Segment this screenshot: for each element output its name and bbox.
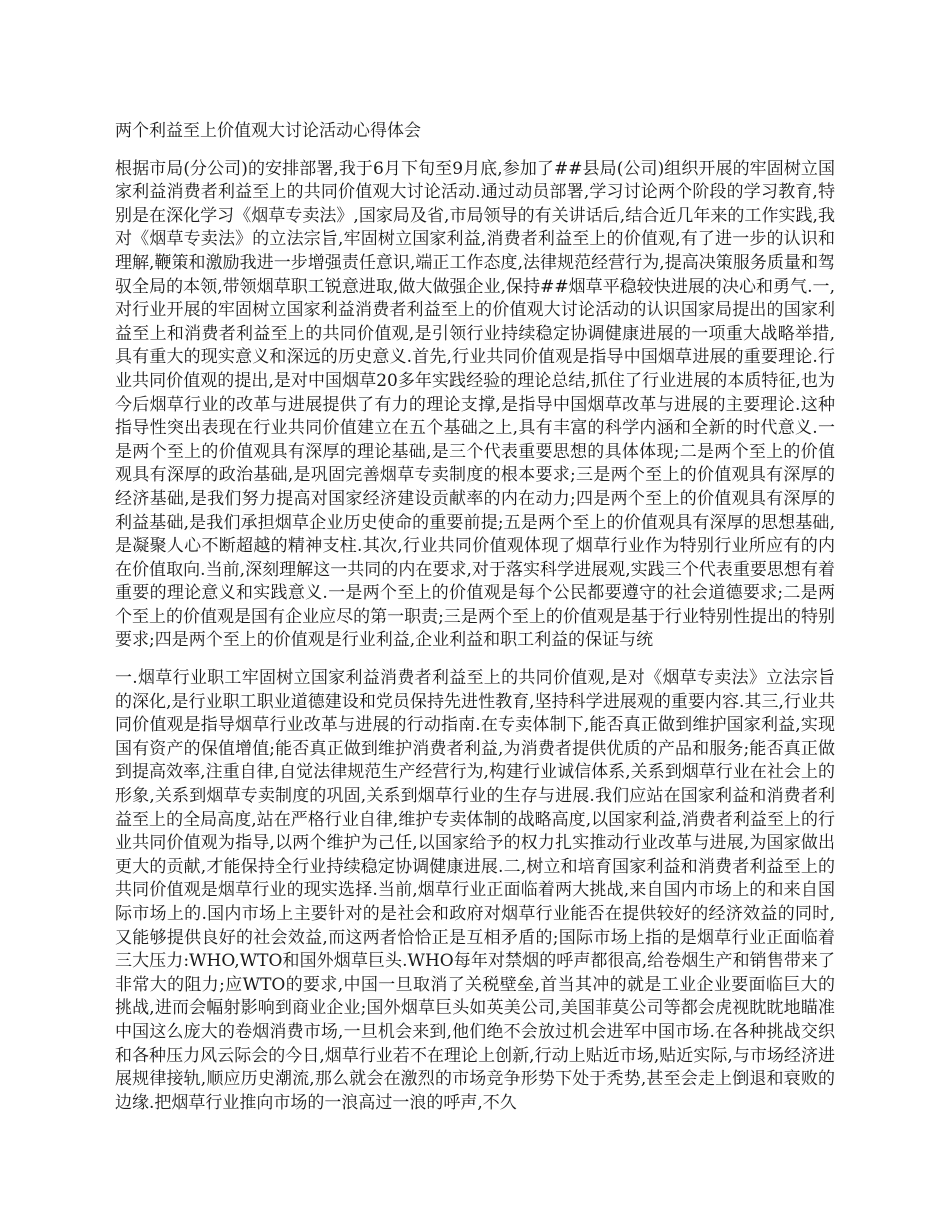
body-paragraph-1: 根据市局(分公司)的安排部署,我于6月下旬至9月底,参加了##县局(公司)组织开展的牢固树立国家利益消费者利益至上的共同价值观大讨论活动.通过动员部署,学习讨论两个阶段的学习教育,特别是在深化学习《烟草专卖法》,国家局及省,市局领导的有关讲话后,结合近几年来的工作实践,我对《烟草专卖法》的立法宗旨,牢固树立国家利益,消费者利益至上的价值观,有了进一步的认识和理解,鞭策和激励我进一步增强责任意识,端正工作态度,法律规范经营行为,提高决策服务质量和驾驭全局的本领,带领烟草职工锐意进取,做大做强企业,保持##烟草平稳较快进展的决心和勇气.一,对行业开展的牢固树立国家利益消费者利益至上的价值观大讨论活动的认识国家局提出的国家利益至上和消费者利益至上的共同价值观,是引领行业持续稳定协调健康进展的一项重大战略举措,具有重大的现实意义和深远的历史意义.首先,行业共同价值观是指导中国烟草进展的重要理论.行业共同价值观的提出,是对中国烟草20多年实践经验的理论总结,抓住了行业进展的本质特征,也为今后烟草行业的改革与进展提供了有力的理论支撑,是指导中国烟草改革与进展的主要理论.这种指导性突出表现在行业共同价值建立在五个基础之上,具有丰富的科学内涵和全新的时代意义.一是两个至上的价值观具有深厚的理论基础,是三个代表重要思想的具体体现;二是两个至上的价值观具有深厚的政治基础,是巩固完善烟草专卖制度的根本要求;三是两个至上的价值观具有深厚的经济基础,是我们努力提高对国家经济建设贡献率的内在动力;四是两个至上的价值观具有深厚的利益基础,是我们承担烟草企业历史使命的重要前提;五是两个至上的价值观具有深厚的思想基础,是凝聚人心不断超越的精神支柱.其次,行业共同价值观体现了烟草行业作为特别行业所应有的内在价值取向.当前,深刻理解这一共同的内在要求,对于落实科学进展观,实践三个代表重要思想有着重要的理论意义和实践意义.一是两个至上的价值观是每个公民都要遵守的社会道德要求;二是两个至上的价值观是国有企业应尽的第一职责;三是两个至上的价值观是基于行业特别性提出的特别要求;四是两个至上的价值观是行业利益,企业利益和职工利益的保证与统 (115, 158, 835, 651)
document-title: 两个利益至上价值观大讨论活动心得体会 (115, 121, 421, 141)
body-paragraph-2: 一.烟草行业职工牢固树立国家利益消费者利益至上的共同价值观,是对《烟草专卖法》立法宗旨的深化,是行业职工职业道德建设和党员保持先进性教育,坚持科学进展观的重要内容.其三,行业共同价值观是指导烟草行业改革与进展的行动指南.在专卖体制下,能否真正做到维护国家利益,实现国有资产的保值增值;能否真正做到维护消费者利益,为消费者提供优质的产品和服务;能否真正做到提高效率,注重自律,自觉法律规范生产经营行为,构建行业诚信体系,关系到烟草行业在社会上的形象,关系到烟草专卖制度的巩固,关系到烟草行业的生存与进展.我们应站在国家利益和消费者利益至上的全局高度,站在严格行业自律,维护专卖体制的战略高度,以国家利益,消费者利益至上的行业共同价值观为指导,以两个维护为己任,以国家给予的权力扎实推动行业改革与进展,为国家做出更大的贡献,才能保持全行业持续稳定协调健康进展.二,树立和培育国家利益和消费者利益至上的共同价值观是烟草行业的现实选择.当前,烟草行业正面临着两大挑战,来自国内市场上的和来自国际市场上的.国内市场上主要针对的是社会和政府对烟草行业能否在提供较好的经济效益的同时,又能够提供良好的社会效益,而这两者恰恰正是互相矛盾的;国际市场上指的是烟草行业正面临着三大压力:WHO,WTO和国外烟草巨头.WHO每年对禁烟的呼声都很高,给卷烟生产和销售带来了非常大的阻力;应WTO的要求,中国一旦取消了关税壁垒,首当其冲的就是工业企业要面临巨大的挑战,进而会幅射影响到商业企业;国外烟草巨头如英美公司,美国菲莫公司等都会虎视眈眈地瞄准中国这么庞大的卷烟消费市场,一旦机会来到,他们绝不会放过机会进军中国市场.在各种挑战交织和各种压力风云际会的今日,烟草行业若不在理论上创新,行动上贴近市场,贴近实际,与市场经济进展规律接轨,顺应历史潮流,那么就会在激烈的市场竞争形势下处于秃势,甚至会走上倒退和衰败的边缘.把烟草行业推向市场的一浪高过一浪的呼声,不久 (115, 668, 835, 1113)
document-page (115, 120, 835, 1129)
